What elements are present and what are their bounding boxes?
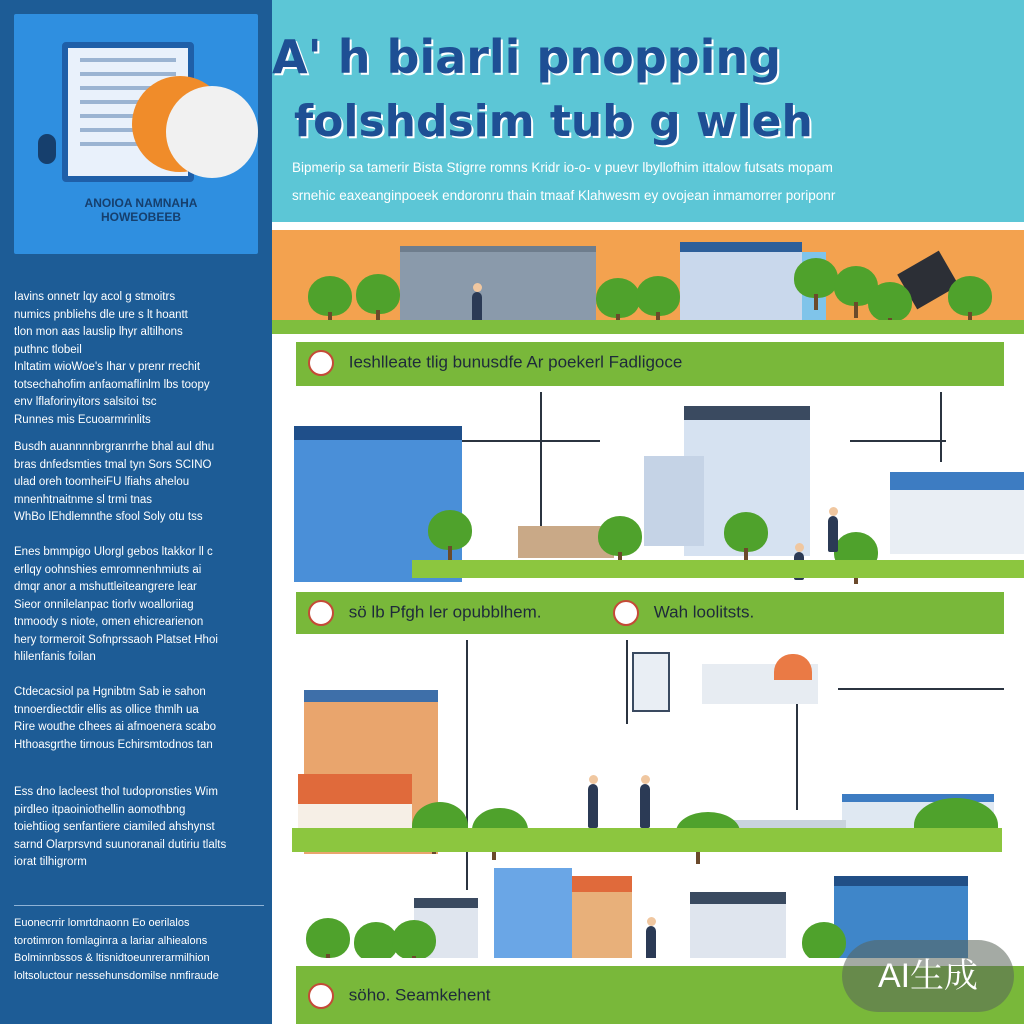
subtitle-line: srnehic eaxeanginpoeek endoronru thain tmaaf Klahwesm ey ovojean inmamorrer poriponr [292, 188, 836, 203]
sidebar-line: totsechahofim anfaomaflinlm lbs toopy [14, 378, 210, 391]
sidebar-text-block [14, 544, 262, 667]
sidebar-line: numics pnbliehs dle ure s lt hoantt [14, 308, 188, 321]
sidebar-line: tlon mon aas lauslip lhyr altilhons [14, 326, 183, 338]
sidebar-line: tnmoody s niote, omen ehicrearienon [14, 616, 204, 628]
section-label-4: söho. Seamkehent [348, 985, 491, 1005]
tree-icon [356, 274, 400, 314]
tree-icon [308, 276, 352, 316]
tree-icon [794, 258, 838, 298]
thumbnail-caption-line: HOWEOBEEB [100, 210, 181, 224]
target-icon [308, 600, 334, 626]
target-icon [308, 350, 334, 376]
sidebar-text-block [14, 684, 262, 754]
sidebar-line: dmqr anor a mshuttleiteangrere lear [14, 581, 197, 593]
section-label-2: sö lb Pfgh ler opubblhem. [348, 602, 542, 622]
dome-icon [774, 654, 812, 680]
building-icon [890, 472, 1024, 554]
sidebar-line: Runnes mis Ecuoarmrinlits [14, 413, 151, 426]
sidebar-line: Rire wouthe clhees ai afmoenera scabo [14, 721, 217, 733]
building-icon [494, 868, 572, 958]
sidebar-line: torotimron fomlaginra a lariar alhiealons [14, 934, 208, 947]
person-icon [588, 784, 598, 828]
sidebar-line: sarnd Olarprsvnd suunoranail dutiriu tlalts [14, 838, 227, 851]
sidebar-text-block [14, 784, 262, 872]
thumbnail-caption-line: ANOIOA NAMNAHA [84, 196, 198, 210]
lawn-strip [272, 320, 1024, 334]
tree-icon [802, 922, 846, 958]
ai-generated-watermark: AI生成 [842, 940, 1014, 1012]
page-title: A' h biarli pnopping [272, 30, 782, 84]
person-icon [828, 516, 838, 552]
sidebar-text-block [14, 439, 262, 527]
sidebar-line: Bolminnbssos & ltisnidtoeunrerarmilhion [14, 952, 210, 964]
tree-icon [868, 282, 912, 322]
section-label-3: Wah loolitsts. [653, 602, 755, 622]
building-icon [572, 876, 632, 958]
sidebar-line: Sieor onnilelanpac tiorlv woalloriiag [14, 598, 194, 611]
sidebar-line: erllqy oohnshies emromnenhmiuts ai [14, 563, 202, 576]
sidebar [0, 0, 272, 1024]
campus-scene-1 [272, 392, 1024, 586]
thumbnail-caption [56, 196, 226, 224]
sidebar-line: iorat tilhigrorm [14, 856, 87, 868]
sidebar-divider [14, 905, 264, 906]
building-icon [690, 892, 786, 958]
building-icon [644, 456, 704, 546]
sidebar-line: Busdh auannnnbrgranrrhe bhal aul dhu [14, 441, 215, 453]
tree-icon [306, 918, 350, 958]
tree-icon [598, 516, 642, 556]
sidebar-line: bras dnfedsmties tmal tyn Sors SCINO [14, 458, 212, 471]
sidebar-line: mnenhtnaitnme sl trmi tnas [14, 493, 153, 506]
sidebar-line: ulad oreh toomheiFU lfiahs ahelou [14, 476, 190, 488]
grass-strip [292, 828, 1002, 852]
sidebar-text-block [14, 289, 262, 359]
dark-blob-illustration [38, 134, 56, 164]
campus-scene-2 [272, 640, 1024, 958]
pointer-line [850, 440, 946, 442]
document-icon [632, 652, 670, 712]
sidebar-line: hlilenfanis foilan [14, 651, 96, 663]
tree-icon [392, 920, 436, 958]
building-icon [400, 246, 596, 324]
sidebar-line: hery tormeroit Sofnprssaoh Platset Hhoi [14, 633, 218, 646]
page-subtitle [292, 154, 1012, 210]
building-icon [294, 426, 462, 582]
section-bar-2 [296, 592, 1004, 634]
sidebar-thumbnail [14, 14, 258, 254]
target-icon [308, 983, 334, 1009]
pointer-line [940, 392, 942, 462]
campus-banner-illustration [272, 230, 1024, 334]
sidebar-line: Enes bmmpigo Ulorgl gebos ltakkor ll c [14, 546, 213, 558]
sidebar-line: puthnc tlobeil [14, 343, 82, 356]
pointer-line [466, 640, 468, 890]
sidebar-line: env lflaforinyitors salsitoi tsc [14, 396, 157, 408]
sidebar-line: WhBo lEhdlemnthe sfool Soly otu tss [14, 511, 203, 523]
page-title-line-2: folshdsim tub g wleh [294, 96, 813, 147]
sidebar-line: Hthoasgrthe tirnous Echirsmtodnos tan [14, 738, 213, 751]
subtitle-line: Bipmerip sa tamerir Bista Stigrre romns Kridr io-o- v puevr lbyllofhim ittalow futsats mopam [292, 160, 833, 175]
sidebar-line: Inltatim wioWoe's Ihar v prenr rrechit [14, 361, 201, 373]
tree-icon [724, 512, 768, 552]
grass-strip [412, 560, 1024, 578]
sidebar-text-block [14, 915, 262, 985]
person-icon [646, 926, 656, 958]
section-label-1: Ieshlleate tlig bunusdfe Ar poekerl Fadligoce [348, 352, 683, 372]
sidebar-line: pirdleo itpaoiniothellin aomothbng [14, 803, 186, 816]
sidebar-line: tnnoerdiectdir ellis as ollice thmlh ua [14, 703, 199, 716]
building-icon [680, 242, 802, 324]
tree-icon [636, 276, 680, 316]
tree-icon [428, 510, 472, 550]
tree-icon [948, 276, 992, 316]
sidebar-line: Ess dno lacleest thol tudopronsties Wim [14, 786, 218, 798]
pointer-line [838, 688, 1004, 690]
section-bar-1 [296, 342, 1004, 386]
sidebar-line: toiehtiiog senfantiere ciamiled ahshynst [14, 821, 215, 833]
tree-icon [596, 278, 640, 318]
person-icon [640, 784, 650, 828]
white-blob-illustration [166, 86, 258, 178]
pointer-line [540, 392, 542, 528]
sidebar-line: Ctdecacsiol pa Hgnibtm Sab ie sahon [14, 686, 206, 698]
sidebar-line: Euonecrrir lomrtdnaonn Eo oerilalos [14, 917, 190, 929]
sidebar-text-block [14, 359, 262, 429]
header-panel [272, 0, 1024, 222]
pointer-line [460, 440, 600, 442]
sidebar-line: loltsoluctour nessehunsdomilse nmfiraude [14, 969, 219, 982]
sidebar-line: Iavins onnetr lqy acol g stmoitrs [14, 291, 176, 303]
pointer-line [626, 640, 628, 724]
target-icon [613, 600, 639, 626]
